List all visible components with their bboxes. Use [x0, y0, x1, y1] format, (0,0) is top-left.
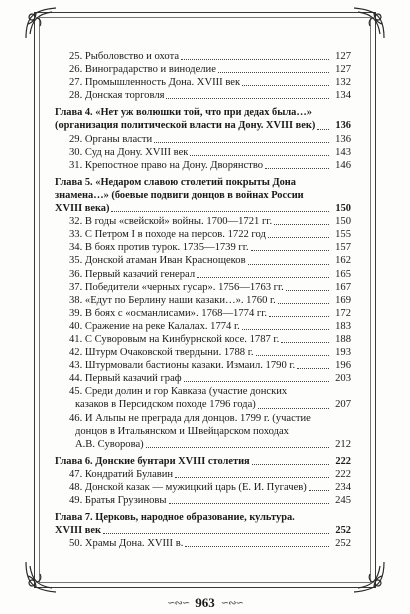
- toc-entry-page: 169: [335, 294, 351, 306]
- toc-entry-page: 196: [335, 360, 351, 372]
- page-number: 963: [195, 595, 215, 611]
- toc-entry-page: 207: [335, 399, 351, 411]
- toc-entry[interactable]: [55, 307, 351, 320]
- toc-entry-page: 150: [335, 203, 351, 215]
- toc-entry-title: 35. Донской атаман Иван Краснощеков: [69, 255, 246, 267]
- corner-ornament-icon: [22, 560, 58, 596]
- toc-entry-title: 41. С Суворовым на Кинбурнской косе. 1787 г.: [69, 333, 280, 345]
- toc-entry[interactable]: [55, 294, 351, 307]
- toc-entry[interactable]: [55, 241, 351, 254]
- chapter-title-line: Глава 4. «Нет уж волюшки той, что при дедах была…»: [55, 107, 312, 119]
- toc-entry[interactable]: [55, 159, 351, 172]
- toc-entry-title: 44. Первый казачий граф: [69, 373, 182, 385]
- toc-entry-page: 234: [335, 482, 351, 493]
- toc-entry-page: 188: [335, 333, 351, 345]
- toc-chapter-6[interactable]: [55, 455, 351, 468]
- toc-entry-title: 34. В боях против турок. 1735—1739 гг.: [69, 242, 249, 254]
- chapter-title-line: Глава 7. Церковь, народное образование, культура.: [55, 512, 295, 524]
- toc-entry-title: 38. «Едут по Берлину наши казаки…». 1760 г.: [69, 294, 276, 306]
- table-of-contents: [55, 50, 351, 550]
- toc-entry-page: 252: [335, 525, 351, 537]
- toc-entry-title: 48. Донской казак — мужицкий царь (Е. И. Пугачев): [69, 482, 307, 493]
- toc-entry-title: 50. Храмы Дона. XVIII в.: [69, 538, 184, 550]
- toc-entry-page: 222: [335, 455, 351, 467]
- toc-entry[interactable]: [55, 412, 351, 451]
- toc-entry[interactable]: [55, 228, 351, 241]
- toc-entry-title: А.В. Суворова): [75, 438, 144, 450]
- toc-entry-title: 47. Кондратий Булавин: [69, 468, 174, 480]
- toc-entry-page: 167: [335, 281, 351, 293]
- page-footer: [0, 594, 410, 611]
- toc-entry[interactable]: [55, 494, 351, 507]
- toc-entry-title: 36. Первый казачий генерал: [69, 268, 196, 280]
- toc-entry-title: 29. Органы власти: [69, 133, 153, 145]
- toc-entry[interactable]: [55, 537, 351, 550]
- toc-entry-title: 40. Сражение на реке Калалах. 1774 г.: [69, 320, 240, 332]
- toc-entry-title: донцов в Итальянском и Швейцарском походах: [75, 425, 289, 437]
- chapter-title-line: XVIII век: [55, 525, 101, 537]
- toc-entry[interactable]: [55, 385, 351, 411]
- chapter-title-line: (организация политической власти на Дону. XVIII век): [55, 120, 316, 132]
- toc-entry-page: 193: [335, 347, 351, 359]
- toc-entry[interactable]: [55, 481, 351, 494]
- toc-entry[interactable]: [55, 76, 351, 89]
- toc-entry-title: 49. Братья Грузиновы: [69, 495, 167, 507]
- toc-entry[interactable]: [55, 50, 351, 63]
- toc-entry-title: казаков в Персидском походе 1796 года): [75, 399, 256, 411]
- toc-entry-page: 165: [335, 268, 351, 280]
- corner-ornament-icon: [22, 4, 58, 40]
- corner-ornament-icon: [352, 4, 388, 40]
- toc-entry[interactable]: [55, 254, 351, 267]
- toc-entry-page: 222: [335, 468, 351, 480]
- toc-entry-page: 143: [335, 146, 351, 158]
- toc-entry[interactable]: [55, 133, 351, 146]
- toc-entry-title: 26. Виноградарство и виноделие: [69, 64, 216, 76]
- toc-entry-page: 132: [335, 77, 351, 89]
- toc-entry-page: 155: [335, 229, 351, 241]
- toc-entry-title: 32. В годы «свейской» войны. 1700—1721 гг.: [69, 216, 273, 228]
- toc-entry-page: 134: [335, 90, 351, 102]
- toc-entry-title: 39. В боях с «османлисами». 1768—1774 гг.: [69, 307, 268, 319]
- chapter-title-line: Глава 6. Донские бунтари XVIII столетия: [55, 455, 250, 467]
- toc-entry-page: 127: [335, 64, 351, 76]
- toc-entry-page: 212: [335, 438, 351, 450]
- toc-entry[interactable]: [55, 146, 351, 159]
- toc-entry-page: 172: [335, 307, 351, 319]
- toc-entry-title: 45. Среди долин и гор Кавказа (участие донских: [69, 386, 288, 398]
- toc-entry-page: 127: [335, 51, 351, 62]
- chapter-title-line: Глава 5. «Недаром славою столетий покрыты Дона: [55, 176, 296, 188]
- toc-entry-page: 203: [335, 373, 351, 385]
- toc-entry-title: 33. С Петром I в походе на персов. 1722 год: [69, 229, 266, 241]
- toc-entry-title: 37. Победители «черных гусар». 1756—1763 гг.: [69, 281, 284, 293]
- toc-chapter-7[interactable]: [55, 511, 351, 537]
- toc-entry[interactable]: [55, 268, 351, 281]
- toc-entry-title: 27. Промышленность Дона. XVIII век: [69, 77, 241, 89]
- toc-entry[interactable]: [55, 215, 351, 228]
- chapter-title-line: XVIII века): [55, 203, 110, 215]
- footer-ornament-icon: ∽∾∽: [220, 597, 243, 609]
- toc-entry[interactable]: [55, 468, 351, 481]
- toc-entry[interactable]: [55, 320, 351, 333]
- toc-entry-title: 28. Донская торговля: [69, 90, 165, 102]
- toc-chapter-5[interactable]: [55, 176, 351, 215]
- toc-entry-title: 43. Штурмовали бастионы казаки. Измаил. 1790 г.: [69, 360, 296, 372]
- toc-entry-page: 245: [335, 495, 351, 507]
- toc-entry[interactable]: [55, 359, 351, 372]
- toc-entry-page: 150: [335, 216, 351, 228]
- toc-entry-title: 31. Крепостное право на Дону. Дворянство: [69, 159, 264, 171]
- toc-entry[interactable]: [55, 63, 351, 76]
- toc-entry[interactable]: [55, 333, 351, 346]
- toc-entry-page: 162: [335, 255, 351, 267]
- toc-entry-page: 157: [335, 242, 351, 254]
- toc-entry-page: 136: [335, 120, 351, 132]
- chapter-title-line: знамена…» (боевые подвиги донцов в войнах России: [55, 189, 304, 201]
- corner-ornament-icon: [352, 560, 388, 596]
- toc-entry-page: 146: [335, 159, 351, 171]
- toc-entry-page: 183: [335, 320, 351, 332]
- toc-entry[interactable]: [55, 346, 351, 359]
- toc-chapter-4[interactable]: [55, 106, 351, 132]
- toc-entry[interactable]: [55, 281, 351, 294]
- toc-entry-title: 30. Суд на Дону. XVIII век: [69, 146, 189, 158]
- toc-entry-title: 25. Рыболовство и охота: [69, 51, 180, 62]
- footer-ornament-icon: ∽∾∽: [167, 597, 190, 609]
- toc-entry-title: 42. Штурм Очаковской твердыни. 1788 г.: [69, 347, 254, 359]
- toc-entry[interactable]: [55, 372, 351, 385]
- toc-entry[interactable]: [55, 89, 351, 102]
- toc-entry-page: 136: [335, 133, 351, 145]
- toc-entry-page: 252: [335, 538, 351, 550]
- toc-entry-title: 46. И Альпы не преграда для донцов. 1799 г. (участие: [69, 412, 311, 424]
